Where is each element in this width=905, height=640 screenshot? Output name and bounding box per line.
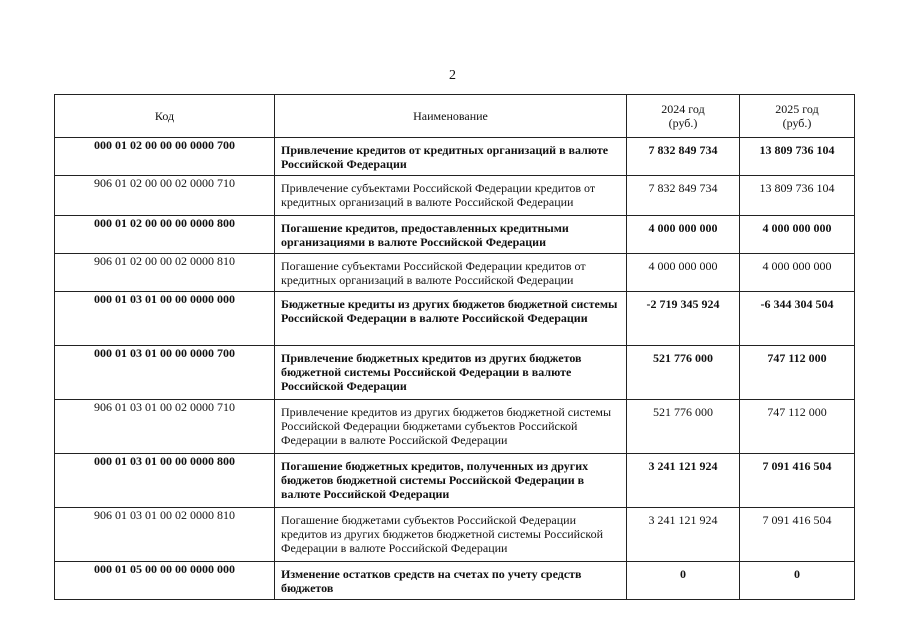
- header-2025-unit: (руб.): [782, 116, 812, 130]
- value-2024-cell: 521 776 000: [627, 400, 740, 454]
- name-cell: Бюджетные кредиты из других бюджетов бюджетной системы Российской Федерации в валюте Российской Федерации: [275, 292, 627, 346]
- value-2024-cell: 3 241 121 924: [627, 454, 740, 508]
- header-2025: [740, 95, 855, 138]
- code-cell: 000 01 05 00 00 00 0000 000: [55, 562, 275, 600]
- name-cell: Привлечение кредитов от кредитных организаций в валюте Российской Федерации: [275, 138, 627, 176]
- table-row: [55, 176, 855, 216]
- code-cell: 000 01 02 00 00 00 0000 800: [55, 216, 275, 254]
- value-2025-cell: 4 000 000 000: [740, 216, 855, 254]
- table-row: [55, 254, 855, 292]
- value-2024-cell: 521 776 000: [627, 346, 740, 400]
- name-cell: Погашение бюджетами субъектов Российской Федерации кредитов из других бюджетов бюджетной системы Российской Федерации в валюте Российской Федерации: [275, 508, 627, 562]
- name-cell: Привлечение кредитов из других бюджетов бюджетной системы Российской Федерации бюджетами субъектов Российской Федерации в валюте Российской Федерации: [275, 400, 627, 454]
- value-2024-cell: 4 000 000 000: [627, 216, 740, 254]
- code-cell: 000 01 03 01 00 00 0000 800: [55, 454, 275, 508]
- value-2025-cell: 747 112 000: [740, 346, 855, 400]
- table-row: [55, 562, 855, 600]
- code-cell: 906 01 03 01 00 02 0000 710: [55, 400, 275, 454]
- table-row: [55, 216, 855, 254]
- value-2024-cell: 0: [627, 562, 740, 600]
- value-2025-cell: 747 112 000: [740, 400, 855, 454]
- value-2025-cell: -6 344 304 504: [740, 292, 855, 346]
- value-2024-cell: 7 832 849 734: [627, 138, 740, 176]
- code-cell: 000 01 02 00 00 00 0000 700: [55, 138, 275, 176]
- value-2025-cell: 0: [740, 562, 855, 600]
- name-cell: Изменение остатков средств на счетах по учету средств бюджетов: [275, 562, 627, 600]
- header-2025-year: 2025 год: [775, 102, 819, 116]
- code-cell: 000 01 03 01 00 00 0000 000: [55, 292, 275, 346]
- value-2025-cell: 13 809 736 104: [740, 176, 855, 216]
- header-2024-unit: (руб.): [668, 116, 698, 130]
- value-2025-cell: 7 091 416 504: [740, 454, 855, 508]
- code-cell: 000 01 03 01 00 00 0000 700: [55, 346, 275, 400]
- budget-table: [54, 94, 855, 600]
- name-cell: Привлечение бюджетных кредитов из других бюджетов бюджетной системы Российской Федерации в валюте Российской Федерации: [275, 346, 627, 400]
- code-cell: 906 01 03 01 00 02 0000 810: [55, 508, 275, 562]
- header-2024: [627, 95, 740, 138]
- value-2025-cell: 4 000 000 000: [740, 254, 855, 292]
- value-2025-cell: 13 809 736 104: [740, 138, 855, 176]
- value-2025-cell: 7 091 416 504: [740, 508, 855, 562]
- table-row: [55, 138, 855, 176]
- code-cell: 906 01 02 00 00 02 0000 710: [55, 176, 275, 216]
- value-2024-cell: -2 719 345 924: [627, 292, 740, 346]
- name-cell: Привлечение субъектами Российской Федерации кредитов от кредитных организаций в валюте Российской Федерации: [275, 176, 627, 216]
- name-cell: Погашение субъектами Российской Федерации кредитов от кредитных организаций в валюте Российской Федерации: [275, 254, 627, 292]
- header-2024-year: 2024 год: [661, 102, 705, 116]
- header-name: Наименование: [275, 95, 627, 138]
- table-row: [55, 454, 855, 508]
- table-row: [55, 400, 855, 454]
- value-2024-cell: 3 241 121 924: [627, 508, 740, 562]
- table-header-row: [55, 95, 855, 138]
- table-row: [55, 346, 855, 400]
- table-row: [55, 292, 855, 346]
- header-code: Код: [55, 95, 275, 138]
- value-2024-cell: 4 000 000 000: [627, 254, 740, 292]
- value-2024-cell: 7 832 849 734: [627, 176, 740, 216]
- table-row: [55, 508, 855, 562]
- name-cell: Погашение бюджетных кредитов, полученных из других бюджетов бюджетной системы Российской Федерации в валюте Российской Федерации: [275, 454, 627, 508]
- name-cell: Погашение кредитов, предоставленных кредитными организациями в валюте Российской Федерации: [275, 216, 627, 254]
- code-cell: 906 01 02 00 00 02 0000 810: [55, 254, 275, 292]
- page-number: 2: [449, 68, 456, 83]
